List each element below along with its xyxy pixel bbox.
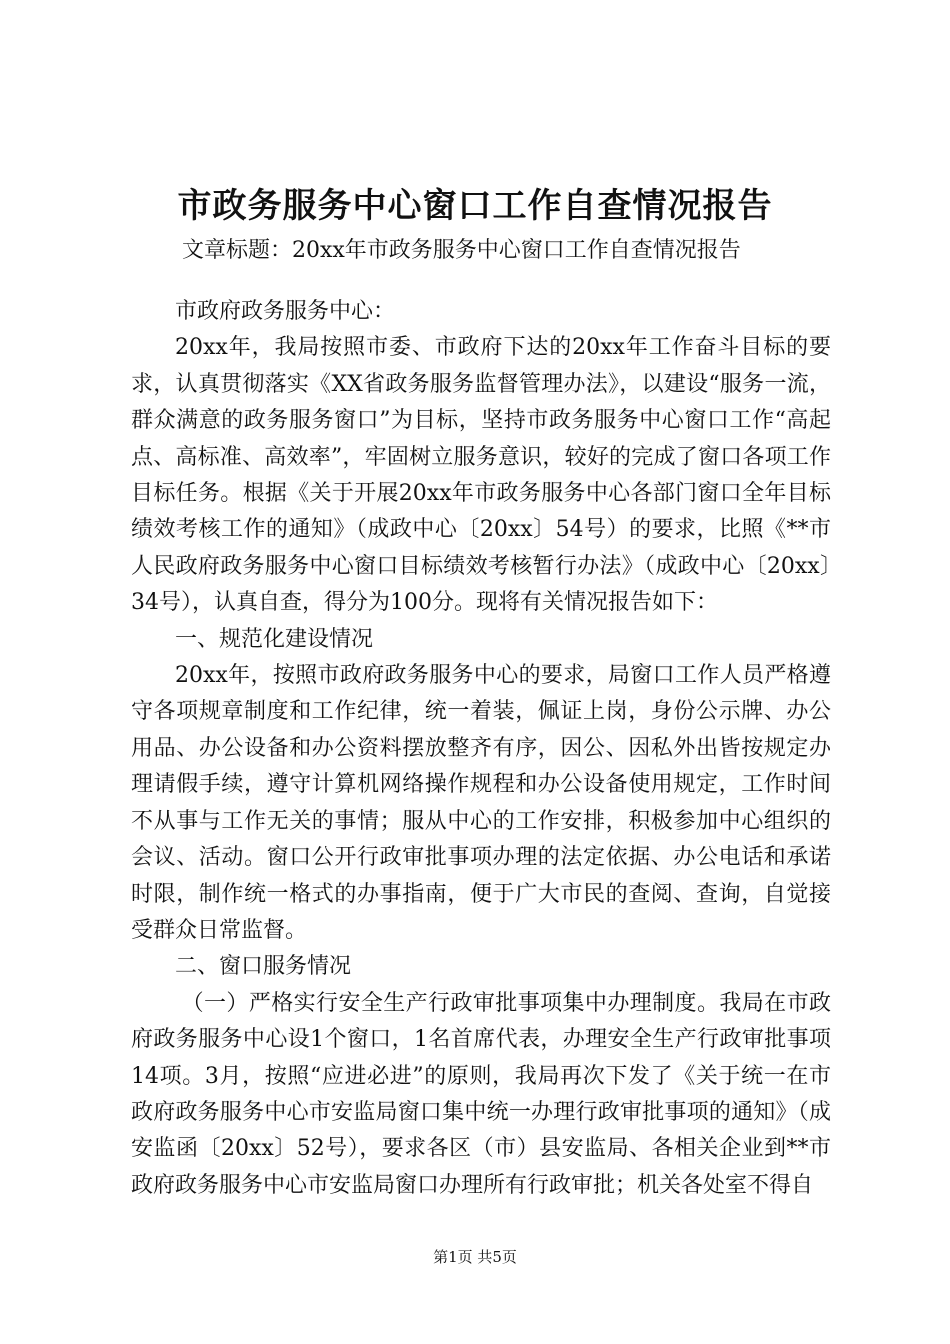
section-2-paragraph: （一）严格实行安全生产行政审批事项集中办理制度。我局在市政府政务服务中心设1个窗口，1名首席代表，办理安全生产行政审批事项14项。3月，按照“应进必进”的原则，我局再次下发了《关于统一在市政府政务服务中心市安监局窗口集中统一办理行政审批事项的通知》（成安监函〔20xx〕52号），要求各区（市）县安监局、各相关企业到**市政府政务服务中心市安监局窗口办理所有行政审批；机关各处室不得自 (131, 990, 831, 1198)
document-subtitle: 文章标题：20xx年市政务服务中心窗口工作自查情况报告 (182, 238, 741, 263)
section-heading-2: 二、窗口服务情况 (175, 954, 352, 980)
document-body (131, 294, 831, 1204)
document-title: 市政务服务中心窗口工作自查情况报告 (177, 186, 773, 226)
intro-paragraph: 20xx年，我局按照市委、市政府下达的20xx年工作奋斗目标的要求，认真贯彻落实《XX省政务服务监督管理办法》，以建设“服务一流，群众满意的政务服务窗口”为目标，坚持市政务服务中心窗口工作“高起点、高标准、高效率”，牢固树立服务意识，较好的完成了窗口各项工作目标任务。根据《关于开展20xx年市政务服务中心各部门窗口全年目标绩效考核工作的通知》（成政中心〔20xx〕54号）的要求，比照《**市人民政府政务服务中心窗口目标绩效考核暂行办法》（成政中心〔20xx〕34号），认真自查，得分为100分。现将有关情况报告如下： (131, 335, 831, 616)
section-heading-1: 一、规范化建设情况 (175, 626, 374, 652)
salutation: 市政府政务服务中心： (175, 299, 396, 324)
section-1-paragraph: 20xx年，按照市政府政务服务中心的要求，局窗口工作人员严格遵守各项规章制度和工作纪律，统一着装，佩证上岗，身份公示牌、办公用品、办公设备和办公资料摆放整齐有序，因公、因私外出皆按规定办理请假手续，遵守计算机网络操作规程和办公设备使用规定，工作时间不从事与工作无关的事情；服从中心的工作安排，积极参加中心组织的会议、活动。窗口公开行政审批事项办理的法定依据、办公电话和承诺时限，制作统一格式的办事指南，便于广大市民的查阅、查询，自觉接受群众日常监督。 (131, 663, 831, 943)
page-footer: 第1页 共5页 (433, 1248, 517, 1266)
